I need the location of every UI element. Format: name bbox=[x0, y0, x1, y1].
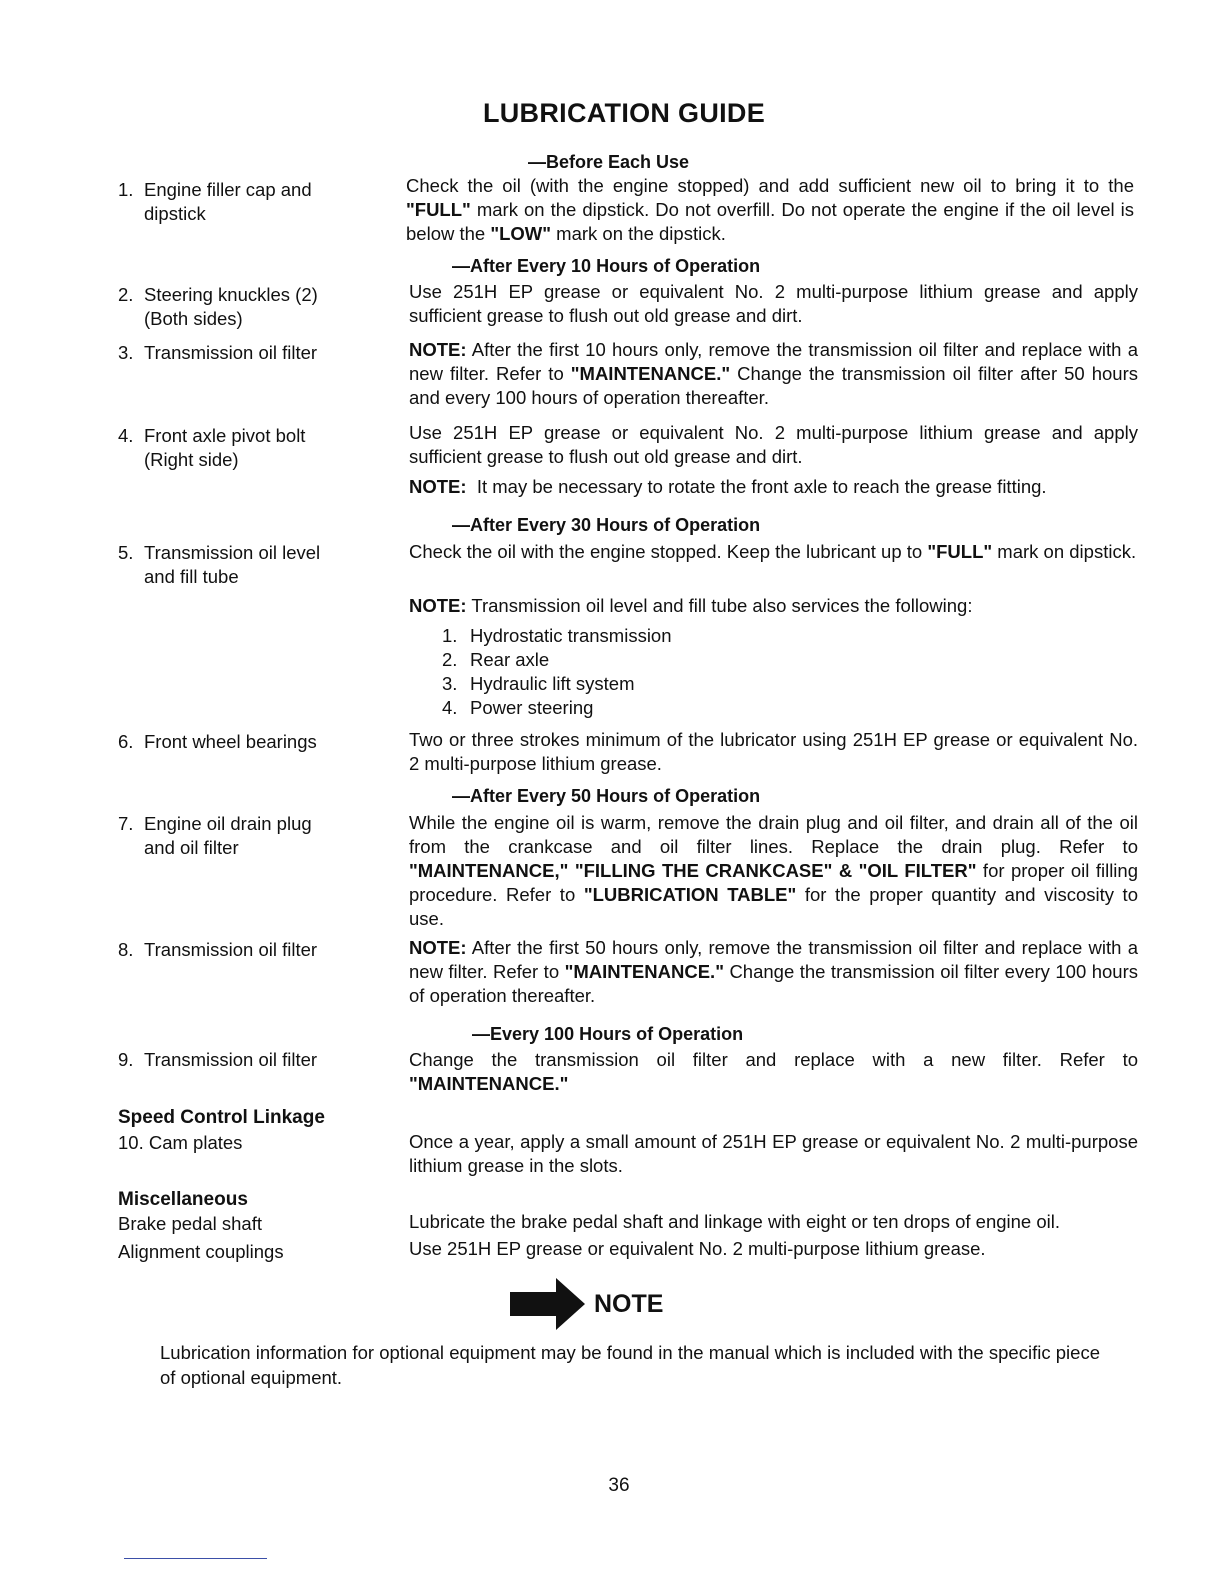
page-number: 36 bbox=[608, 1475, 630, 1496]
list-item: 2. Rear axle bbox=[442, 649, 550, 670]
section-every-100-hours: —Every 100 Hours of Operation bbox=[472, 1024, 744, 1044]
desc-5: Check the oil with the engine stopped. Keep the lubricant up to "FULL" mark on dipstick. bbox=[409, 541, 1137, 562]
desc-10: Once a year, apply a small amount of 251H EP grease or equivalent No. 2 multi-purpose lithium grease in the slots. bbox=[409, 1131, 1138, 1176]
desc-4: Use 251H EP grease or equivalent No. 2 multi-purpose lithium grease and apply sufficient grease to flush out old grease and dirt. bbox=[409, 422, 1138, 467]
left-item-4: 4. Front axle pivot bolt (Right side) bbox=[118, 425, 306, 470]
desc-1: Check the oil (with the engine stopped) and add sufficient new oil to bring it to the "FULL" mark on the dipstick. Do not overfill. Do not operate the engine if the oil level is below the "LOW" mark on the dipstick. bbox=[406, 175, 1134, 244]
desc-8: NOTE: After the first 50 hours only, remove the transmission oil filter and replace with a new filter. Refer to "MAINTENANCE." Change the transmission oil filter every 100 hours of operation thereafter. bbox=[409, 937, 1138, 1006]
section-after-30-hours: —After Every 30 Hours of Operation bbox=[452, 515, 761, 535]
list-item: 4. Power steering bbox=[442, 697, 594, 718]
desc-3: NOTE: After the first 10 hours only, remove the transmission oil filter and replace with a new filter. Refer to "MAINTENANCE." Change the transmission oil filter after 50 hours and every 100 hours of operation thereafter. bbox=[409, 339, 1139, 408]
section-after-10-hours: —After Every 10 Hours of Operation bbox=[452, 256, 761, 276]
left-item-6: 6. Front wheel bearings bbox=[118, 731, 317, 752]
desc-5-note: NOTE: Transmission oil level and fill tube also services the following: bbox=[409, 595, 973, 616]
arrow-right-icon bbox=[510, 1278, 585, 1330]
note-text: Lubrication information for optional equipment may be found in the manual which is included with the specific piece of optional equipment. bbox=[160, 1342, 1100, 1388]
left-item-2: 2. Steering knuckles (2) (Both sides) bbox=[118, 284, 318, 329]
desc-7: While the engine oil is warm, remove the drain plug and oil filter, and drain all of the oil from the crankcase and oil filter lines. Replace the drain plug. Refer to "MAINTENANCE," "FILLING THE CRANKCASE" & "OIL FILTER" for proper oil filling procedure. Refer to "LUBRICATION TABLE" for the proper quantity and viscosity to use. bbox=[409, 812, 1138, 929]
section-before-each-use: —Before Each Use bbox=[528, 152, 690, 172]
list-item: 3. Hydraulic lift system bbox=[442, 673, 635, 694]
desc-6: Two or three strokes minimum of the lubricator using 251H EP grease or equivalent No. 2 multi-purpose lithium grease. bbox=[409, 729, 1138, 774]
left-item-3: 3. Transmission oil filter bbox=[118, 342, 318, 363]
left-item-9: 9. Transmission oil filter bbox=[118, 1049, 318, 1070]
desc-12: Use 251H EP grease or equivalent No. 2 multi-purpose lithium grease. bbox=[409, 1238, 986, 1259]
speed-control-heading: Speed Control Linkage bbox=[118, 1107, 325, 1128]
left-item-5: 5. Transmission oil level and fill tube bbox=[118, 542, 321, 587]
divider bbox=[124, 1558, 267, 1559]
miscellaneous-heading: Miscellaneous bbox=[118, 1189, 248, 1210]
left-item-8: 8. Transmission oil filter bbox=[118, 939, 318, 960]
services-list bbox=[442, 624, 672, 720]
desc-2: Use 251H EP grease or equivalent No. 2 multi-purpose lithium grease and apply sufficient grease to flush out old grease and dirt. bbox=[409, 281, 1138, 326]
section-after-50-hours: —After Every 50 Hours of Operation bbox=[452, 786, 761, 806]
left-item-1: 1. Engine filler cap and dipstick bbox=[118, 179, 312, 224]
page-title: LUBRICATION GUIDE bbox=[482, 98, 766, 128]
left-item-alignment-couplings: Alignment couplings bbox=[118, 1241, 284, 1262]
left-item-brake-pedal-shaft: Brake pedal shaft bbox=[118, 1213, 262, 1234]
desc-4-note: NOTE: It may be necessary to rotate the front axle to reach the grease fitting. bbox=[409, 476, 1047, 497]
note-label: NOTE bbox=[594, 1290, 664, 1318]
desc-11: Lubricate the brake pedal shaft and linkage with eight or ten drops of engine oil. bbox=[409, 1211, 1061, 1232]
left-item-10: 10. Cam plates bbox=[118, 1132, 243, 1153]
desc-9: Change the transmission oil filter and replace with a new filter. Refer to "MAINTENANCE." bbox=[409, 1049, 1138, 1094]
list-item: 1. Hydrostatic transmission bbox=[442, 625, 672, 646]
left-item-7: 7. Engine oil drain plug and oil filter bbox=[118, 813, 312, 858]
